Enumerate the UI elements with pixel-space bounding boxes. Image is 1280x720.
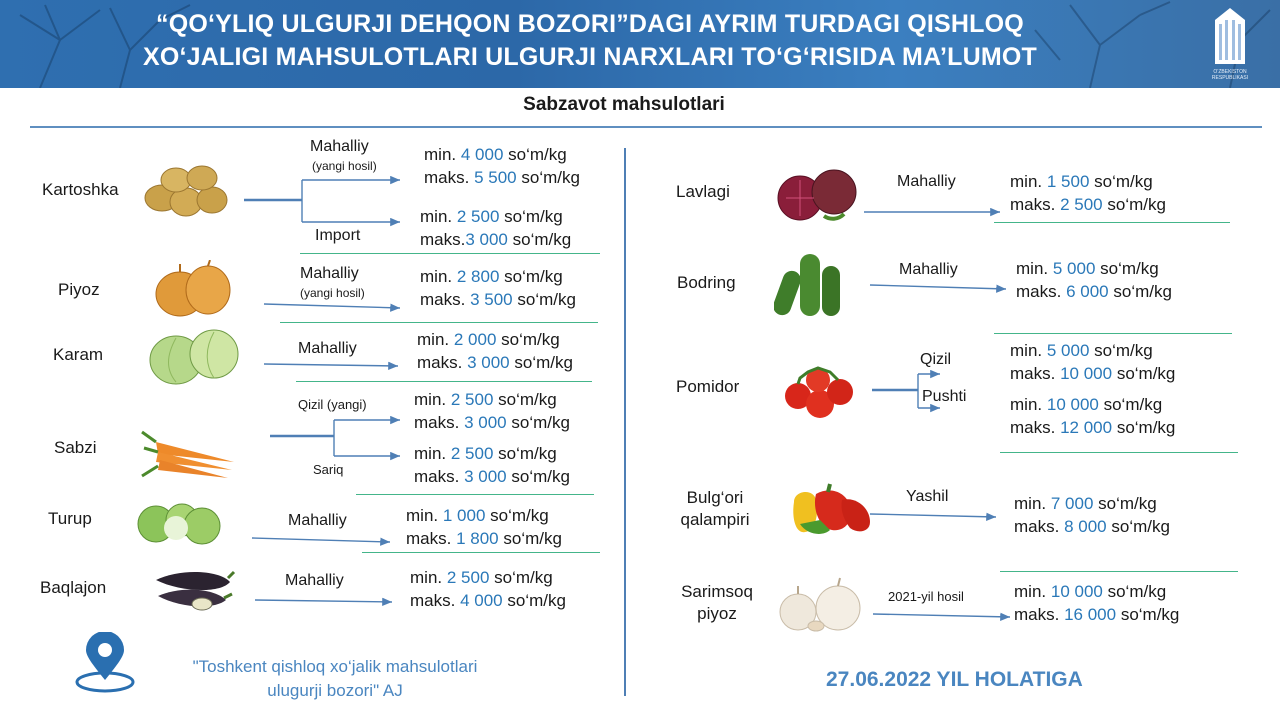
min-price: 7 000 <box>1050 494 1094 513</box>
max-price: 6 000 <box>1066 282 1109 301</box>
price-block: min. 5 000 so‘m/kg maks. 6 000 so‘m/kg <box>1016 259 1172 301</box>
product-name-sarimsoq: Sarimsoq piyoz <box>681 582 753 623</box>
min-price: 2 000 <box>453 330 497 349</box>
product-name-baqlajon: Baqlajon <box>40 578 107 597</box>
carrot-image <box>138 426 238 482</box>
price-block: min. 10 000 so‘m/kg maks. 16 000 so‘m/kg <box>1014 582 1180 624</box>
price-block: min. 2 000 so‘m/kg maks. 3 000 so‘m/kg <box>417 330 573 372</box>
min-price: 2 500 <box>450 390 494 409</box>
title-line-1: “QO‘YLIQ ULGURJI DEHQON BOZORI”DAGI AYRIM TURDAGI QISHLOQ <box>156 10 1024 38</box>
eggplant-image <box>150 560 236 614</box>
product-name-qalampir: Bulg‘ori qalampiri <box>680 488 750 529</box>
product-name-bodring: Bodring <box>677 273 736 292</box>
price-block: min. 2 500 so‘m/kg maks. 3 000 so‘m/kg <box>414 444 570 486</box>
category-import: Import <box>315 227 361 244</box>
product-name-karam: Karam <box>53 345 104 364</box>
bell-pepper-image <box>790 480 874 538</box>
price-block: min. 2 800 so‘m/kg maks. 3 500 so‘m/kg <box>420 267 576 309</box>
category-note: (yangi hosil) <box>312 159 377 173</box>
radish-image <box>136 498 222 548</box>
section-title: Sabzavot mahsulotlari <box>523 94 725 115</box>
page-title <box>60 8 1120 74</box>
category-pushti: Pushti <box>922 388 967 405</box>
header-banner <box>0 0 1280 88</box>
price-block: min. 2 500 so‘m/kg maks.3 000 so‘m/kg <box>420 207 572 249</box>
max-price: 3 000 <box>465 230 508 249</box>
potato-image <box>136 158 236 222</box>
product-name-sabzi: Sabzi <box>54 438 97 457</box>
price-block: min. 4 000 so‘m/kg maks. 5 500 so‘m/kg <box>424 145 580 187</box>
price-block: min. 7 000 so‘m/kg maks. 8 000 so‘m/kg <box>1014 494 1170 536</box>
row-separator <box>300 253 600 254</box>
max-price: 5 500 <box>474 168 517 187</box>
max-price: 3 500 <box>470 290 513 309</box>
max-price: 10 000 <box>1060 364 1113 383</box>
min-price: 4 000 <box>460 145 504 164</box>
category-mahalliy: Mahalliy <box>310 138 369 155</box>
min-price: 2 500 <box>446 568 490 587</box>
category-yashil: Yashil <box>906 488 949 505</box>
price-block: min. 1 000 so‘m/kg maks. 1 800 so‘m/kg <box>406 506 562 548</box>
max-price: 8 000 <box>1064 517 1107 536</box>
category-mahalliy: Mahalliy <box>285 572 344 589</box>
max-price: 3 000 <box>467 353 510 372</box>
product-name-kartoshka: Kartoshka <box>42 180 119 199</box>
category-sariq: Sariq <box>313 462 344 477</box>
category-mahalliy: Mahalliy <box>897 173 956 190</box>
product-name-turup: Turup <box>48 509 92 528</box>
category-mahalliy: Mahalliy <box>300 265 359 282</box>
min-price: 1 500 <box>1046 172 1090 191</box>
row-separator <box>1000 571 1238 572</box>
beet-image <box>774 160 860 224</box>
ministry-logo <box>1195 6 1265 84</box>
header-rule <box>30 126 1262 128</box>
category-mahalliy: Mahalliy <box>899 261 958 278</box>
row-separator <box>362 552 600 553</box>
tomato-image <box>780 362 858 420</box>
price-block: min. 5 000 so‘m/kg maks. 10 000 so‘m/kg <box>1010 341 1176 383</box>
row-separator <box>1000 452 1238 453</box>
max-price: 12 000 <box>1060 418 1113 437</box>
category-qizil: Qizil <box>920 351 952 368</box>
category-2021-hosil: 2021-yil hosil <box>888 589 964 604</box>
price-block: min. 10 000 so‘m/kg maks. 12 000 so‘m/kg <box>1010 395 1176 437</box>
row-separator <box>994 333 1232 334</box>
min-price: 5 000 <box>1046 341 1090 360</box>
logo-text: O‘ZBEKISTON RESPUBLIKASI <box>1211 69 1249 81</box>
building-emblem-icon <box>1207 6 1253 64</box>
min-price: 2 800 <box>456 267 500 286</box>
min-price: 2 500 <box>450 444 494 463</box>
min-price: 1 000 <box>442 506 486 525</box>
cabbage-image <box>146 326 242 386</box>
min-price: 10 000 <box>1046 395 1099 414</box>
row-separator <box>280 322 598 323</box>
location-pin-icon <box>72 632 138 694</box>
min-price: 5 000 <box>1052 259 1096 278</box>
category-note: (yangi hosil) <box>300 286 365 300</box>
row-separator <box>296 381 592 382</box>
min-price: 10 000 <box>1050 582 1103 601</box>
category-mahalliy: Mahalliy <box>288 512 347 529</box>
product-name-pomidor: Pomidor <box>676 377 740 396</box>
max-price: 2 500 <box>1060 195 1103 214</box>
title-line-2: XO‘JALIGI MAHSULOTLARI ULGURJI NARXLARI TO‘G‘RISIDA MA’LUMOT <box>143 43 1037 71</box>
onion-image <box>150 260 236 320</box>
category-mahalliy: Mahalliy <box>298 340 357 357</box>
price-block: min. 2 500 so‘m/kg maks. 3 000 so‘m/kg <box>414 390 570 432</box>
max-price: 4 000 <box>460 591 503 610</box>
market-name-note: "Toshkent qishloq xo‘jalik mahsulotlari ulugurji bozori" AJ <box>192 657 478 700</box>
min-price: 2 500 <box>456 207 500 226</box>
max-price: 3 000 <box>464 467 507 486</box>
row-separator <box>994 222 1230 223</box>
price-block: min. 1 500 so‘m/kg maks. 2 500 so‘m/kg <box>1010 172 1166 214</box>
product-name-lavlagi: Lavlagi <box>676 182 730 201</box>
category-qizil: Qizil (yangi) <box>298 397 367 412</box>
max-price: 1 800 <box>456 529 499 548</box>
cucumber-image <box>774 250 844 322</box>
product-name-piyoz: Piyoz <box>58 280 100 299</box>
column-divider <box>624 148 626 696</box>
max-price: 16 000 <box>1064 605 1117 624</box>
garlic-image <box>776 576 864 634</box>
status-date: 27.06.2022 YIL HOLATIGA <box>826 668 1083 691</box>
row-separator <box>356 494 594 495</box>
price-block: min. 2 500 so‘m/kg maks. 4 000 so‘m/kg <box>410 568 566 610</box>
max-price: 3 000 <box>464 413 507 432</box>
